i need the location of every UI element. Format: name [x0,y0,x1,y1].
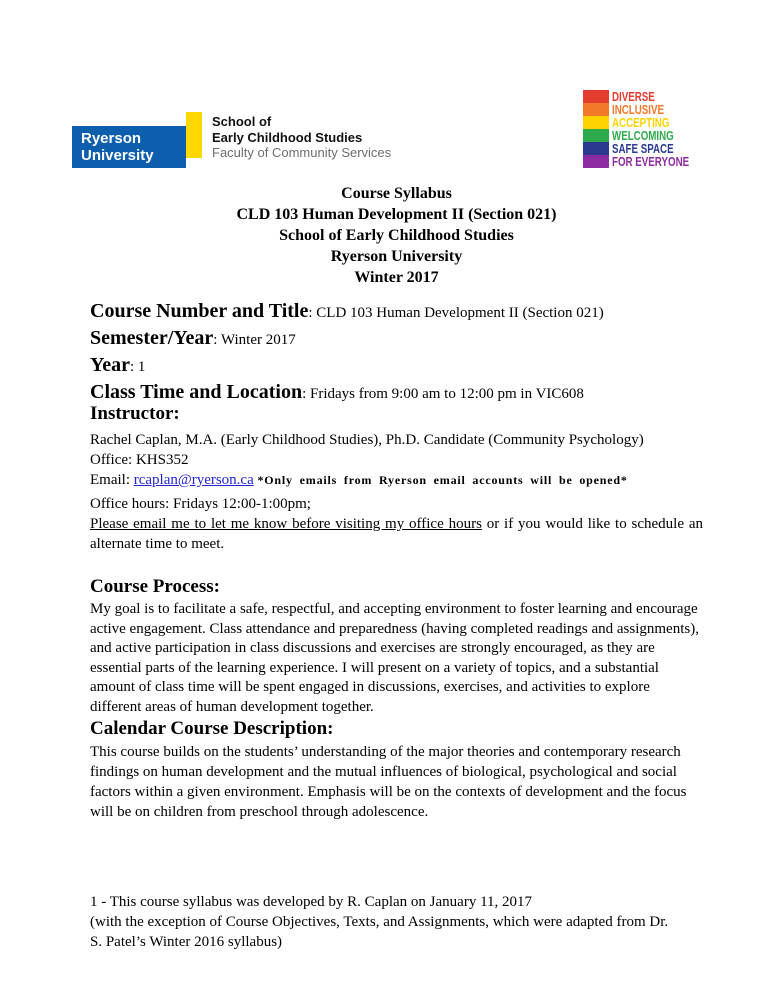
office-hours-paragraph [90,494,703,554]
office-hours-rest: or if you would like to schedule an alternate time to meet. [90,516,703,552]
meta-row-year [90,353,703,380]
course-meta [90,299,703,407]
school-line-1: School of [212,114,272,129]
doc-title-line: School of Early Childhood Studies [279,227,514,244]
meta-label: Semester/Year [90,327,214,349]
badge-color-swatch [583,129,609,142]
instructor-email-line [90,470,703,490]
badge-row [583,103,711,116]
footnote-line: (with the exception of Course Objectives, Texts, and Assignments, which were adapted from Dr. [90,914,669,930]
course-process-section [90,575,703,717]
office-hours-section [90,494,703,554]
logo-word-university: University [81,147,154,164]
meta-separator: : [213,332,221,348]
meta-value: Fridays from 9:00 am to 12:00 pm in VIC608 [310,386,584,402]
email-label: Email: [90,472,134,488]
meta-label: Class Time and Location [90,381,303,403]
doc-title-line: Course Syllabus [341,185,452,202]
badge-color-swatch [583,155,609,168]
meta-value: CLD 103 Human Development II (Section 021) [316,305,604,321]
meta-separator: : [302,386,311,402]
footnote-line: S. Patel’s Winter 2016 syllabus) [90,934,283,950]
badge-label: SAFE SPACE [612,141,674,156]
badge-row [583,129,711,142]
instructor-heading: Instructor: [90,403,180,424]
ryerson-logo-mark [72,126,186,168]
logo-word-ryerson: Ryerson [81,130,142,147]
badge-color-swatch [583,103,609,116]
calendar-description-body: This course builds on the students’ understanding of the major theories and contemporary research findings on human development and the mutual influences of biological, psychological and social factors within a given environment. Emphasis will be on the contexts of development and the focus will be on children from preschool through adolescence. [90,744,687,820]
badge-label: WELCOMING [612,128,674,143]
title-block [90,183,703,288]
footnote [90,892,703,952]
doc-title-line: Winter 2017 [354,269,439,286]
meta-row-semester [90,326,703,353]
faculty-line: Faculty of Community Services [212,145,392,160]
footnote-line: 1 - This course syllabus was developed by R. Caplan on January 11, 2017 [90,894,533,910]
course-process-body: My goal is to facilitate a safe, respectful, and accepting environment to foster learning and encourage active engagement. Class attendance and preparedness (having completed readings and assignments), and active participation in class discussions and exercises are strongly encouraged, as they are essential parts of the learning experience. I will present on a variety of topics, and a substantial amount of class time will be spent engaged in discussions, exercises, and activities to explore different areas of human development together. [90,601,699,715]
badge-row [583,90,711,103]
badge-row [583,116,711,129]
diversity-badge [583,90,711,168]
doc-title-line: Ryerson University [330,248,463,265]
meta-label: Year [90,354,130,376]
school-wordmark [212,114,391,161]
badge-row [583,142,711,155]
calendar-description-heading: Calendar Course Description: [90,718,334,739]
badge-label: FOR EVERYONE [612,154,690,169]
meta-row-course-number [90,299,703,326]
ryerson-logo [72,112,492,170]
badge-color-swatch [583,142,609,155]
meta-value: Winter 2017 [220,332,296,348]
badge-label: DIVERSE [612,89,655,104]
badge-color-swatch [583,90,609,103]
calendar-description-section [90,717,703,822]
instructor-office: Office: KHS352 [90,452,189,468]
instructor-section [90,402,703,490]
meta-separator: : [129,359,138,375]
office-hours-line: Office hours: Fridays 12:00-1:00pm; [90,496,311,512]
school-line-2: Early Childhood Studies [212,129,363,145]
course-process-heading: Course Process: [90,576,220,597]
office-hours-underlined: Please email me to let me know before visiting my office hours [90,516,482,532]
meta-label: Course Number and Title [90,300,309,322]
meta-separator: : [308,305,317,321]
email-link[interactable]: rcaplan@ryerson.ca [133,472,254,488]
badge-label: INCLUSIVE [612,102,665,117]
email-note: *Only emails from Ryerson email accounts will be opened* [257,473,628,487]
instructor-name: Rachel Caplan, M.A. (Early Childhood Studies), Ph.D. Candidate (Community Psychology) [90,432,644,448]
badge-row [583,155,711,168]
badge-color-swatch [583,116,609,129]
doc-title-line: CLD 103 Human Development II (Section 021) [236,206,557,223]
badge-label: ACCEPTING [612,115,670,130]
meta-value: 1 [137,359,146,375]
logo-yellow-bar [186,112,202,158]
